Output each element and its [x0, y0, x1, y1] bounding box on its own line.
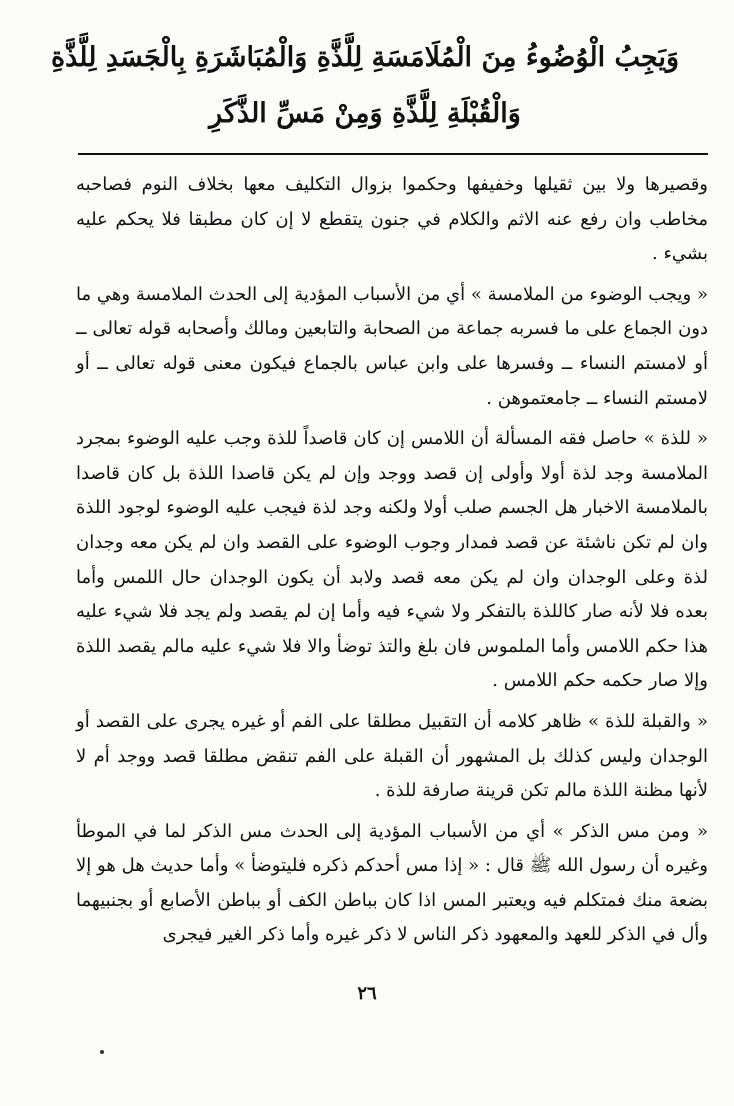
heading-line-2: وَالْقُبْلَةِ لِلَّذَّةِ وَمِنْ مَسِّ الذَّكَرِ	[209, 98, 521, 129]
paragraph: « والقبلة للذة » ظاهر كلامه أن التقبيل مطلقا على الفم أو غيره يجرى على القصد أو الوجدان وليس كذلك بل المشهور أن القبلة على الفم تنقض مطلقا قصد ووجد أم لا لأنها مظنة اللذة مالم تكن قرينة صارفة للذة .	[76, 710, 708, 802]
heading-line-1: وَيَجِبُ الْوُضُوءُ مِنَ الْمُلَامَسَةِ لِلَّذَّةِ وَالْمُبَاشَرَةِ بِالْجَسَدِ لِلَّذَّةِ	[50, 42, 680, 73]
scan-speck	[100, 1050, 104, 1054]
paragraph: « ويجب الوضوء من الملامسة » أي من الأسباب المؤدية إلى الحدث الملامسة وهي ما دون الجماع على ما فسربه جماعة من الصحابة والتابعين ومالك وأصحابه قوله تعالى ــ أو لامستم النساء ــ وفسرها على وابن عباس بالجماع فيكون معنى قوله تعالى ــ أو لامستم النساء ــ جامعتموهن .	[76, 283, 708, 409]
paragraph: « ومن مس الذكر » أي من الأسباب المؤدية إلى الحدث مس الذكر لما في الموطأ وغيره أن رسول الله ﷺ قال : « إذا مس أحدكم ذكره فليتوضأ » وأما حديث هل هو إلا بضعة منك فمتكلم فيه ويعتبر المس اذا كان بباطن الكف أو بباطن الأصابع أو بجنبيهما وأل في الذكر للعهد والمعهود ذكر الناس لا ذكر غيره وأما ذكر الغير فيجرى	[76, 820, 708, 946]
paragraph: « للذة » حاصل فقه المسألة أن اللامس إن كان قاصداً للذة وجب عليه الوضوء بمجرد الملامسة وجد لذة أولا وأولى إن قصد ووجد وإن لم يكن قاصدا اللذة بل كان قاصدا بالملامسة الاخبار هل الجسم صلب أولا ولكنه وجد لذة فيجب عليه الوضوء لوجود اللذة وان لم تكن ناشئة عن قصد فمدار وجوب الوضوء على القصد وان لم يكن معه وجدان لذة وعلى الوجدان وان لم يكن معه قصد ولابد أن يكون الوجدان حال اللمس وأما بعده فلا لأنه صار كاللذة بالتفكر ولا شيء فيه وأما إن لم يقصد ولم يجد فلا شيء عليه هذا حكم اللامس وأما الملموس فان بلغ والتذ توضأ والا فلا شيء عليه مالم يقصد اللذة وإلا صار حكمه حكم اللامس .	[76, 428, 708, 692]
page-number: ٢٦	[357, 983, 377, 1004]
paragraph: وقصيرها ولا بين ثقيلها وخفيفها وحكموا بزوال التكليف معها بخلاف النوم فصاحبه مخاطب وان رفع عنه الاثم والكلام في جنون يتقطع لا إن كان مطبقا فلا يحكم عليه بشيء .	[76, 174, 708, 265]
commentary-text	[76, 168, 708, 959]
heading-divider	[78, 153, 708, 155]
section-heading	[40, 30, 690, 142]
